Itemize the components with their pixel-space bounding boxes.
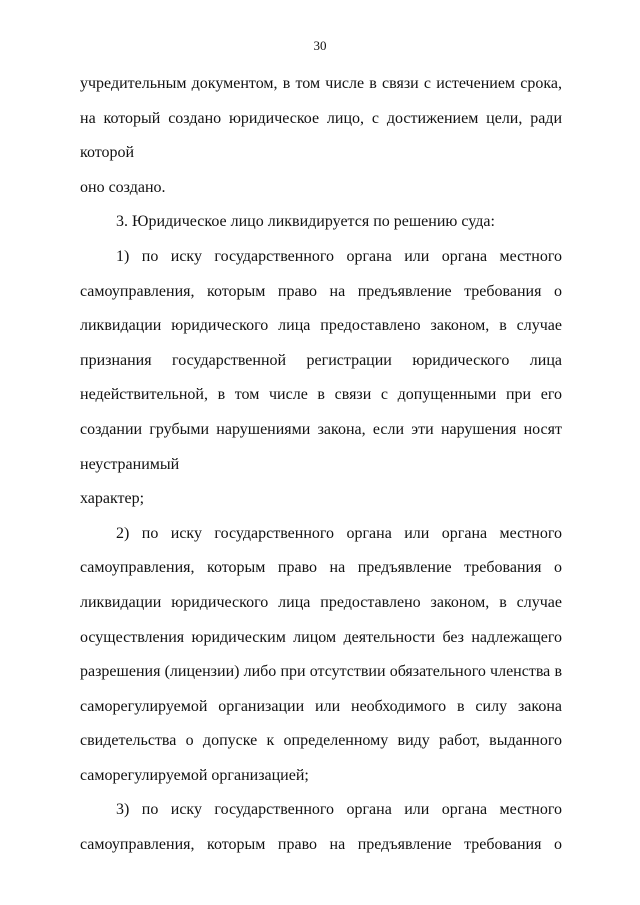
text-line: 3) по иску государственного органа или органа местного: [116, 801, 562, 819]
text-line: ликвидации юридического лица предоставлено законом, в случае: [80, 593, 562, 611]
text-line: характер;: [80, 490, 145, 508]
text-line: саморегулируемой организацией;: [80, 766, 309, 784]
text-line: разрешения (лицензии) либо при отсутствии обязательного членства в: [80, 663, 562, 681]
paragraph-item-1-end: [80, 482, 562, 517]
paragraph-item-2: [80, 517, 562, 759]
text-line: оно создано.: [80, 178, 166, 196]
text-line: 1) по иску государственного органа или органа местного: [116, 247, 562, 265]
page-number: 30: [313, 38, 327, 53]
paragraph-continuation-end: [80, 171, 562, 206]
paragraph-item-3: [80, 793, 562, 862]
text-line: самоуправления, которым право на предъявление требования о: [80, 836, 562, 854]
text-line: грубыми нарушениями закона, если эти нарушения носят неустранимый: [80, 420, 563, 473]
paragraph-continuation: [80, 67, 562, 171]
text-line: 2) по иску государственного органа или органа местного: [116, 524, 562, 542]
paragraph-item-1: [80, 240, 562, 482]
text-line: осуществления юридическим лицом деятельности без надлежащего: [80, 628, 562, 646]
text-line: самоуправления, которым право на предъявление требования о: [80, 559, 562, 577]
document-body: [80, 67, 562, 863]
text-line: ликвидации юридического лица предоставлено законом, в случае: [80, 317, 562, 335]
text-line: свидетельства о допуске к определенному виду работ, выданного: [80, 732, 562, 750]
paragraph-clause-3: [80, 205, 562, 240]
text-line: признания государственной регистрации юридического лица: [80, 351, 562, 369]
text-line: самоуправления, которым право на предъявление требования о: [80, 282, 562, 300]
text-line: недействительной, в том числе в связи с допущенными при его создании: [80, 386, 562, 438]
text-line: который создано юридическое лицо, с достижением цели, ради которой: [80, 109, 563, 162]
text-line: учредительным документом, в том числе в связи с истечением срока, на: [80, 75, 562, 127]
paragraph-item-2-end: [80, 759, 562, 794]
text-line: 3. Юридическое лицо ликвидируется по решению суда:: [116, 213, 495, 231]
text-line: саморегулируемой организации или необходимого в силу закона: [80, 697, 562, 715]
